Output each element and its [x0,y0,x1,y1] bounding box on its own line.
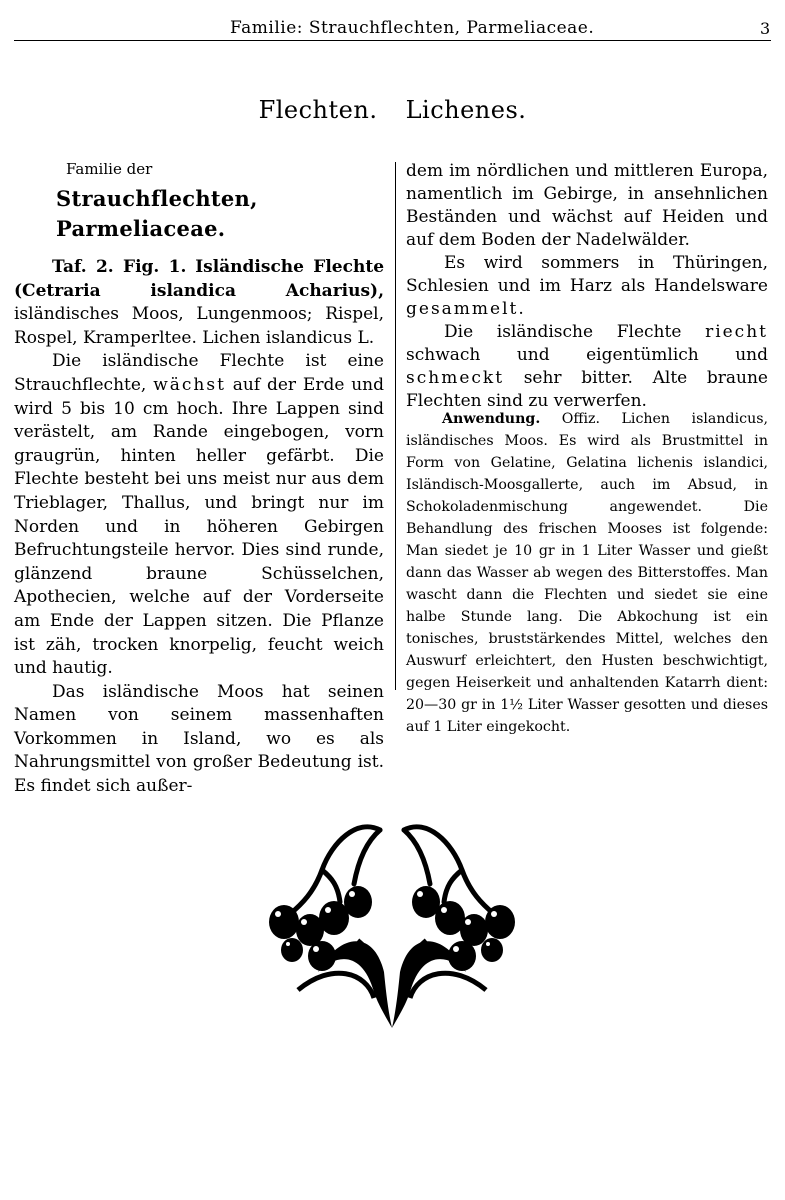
desc-text-b: auf der Erde und wird 5 bis 10 cm [14,374,385,419]
section-title [0,96,785,124]
right-column [406,160,768,413]
distribution-paragraph: dem im nördlichen und mittleren Europa, namentlich im Gebirge, in ansehnlichen Beständen und wächst auf Heiden und auf dem Boden der Nadelwälder. [406,161,768,250]
desc-text-a: Die isländische Flechte ist eine Strauchflechte, [14,351,384,395]
entry-name: Isländische Flechte (Cetraria islandica Acharius), [14,257,385,301]
taste-spaced-word-2: schmeckt [406,368,505,388]
origin-paragraph: Das isländische Moos hat seinen Namen von seinem massenhaften Vorkommen in Island, wo es als Nahrungsmittel von großer Bedeutung ist. Es findet sich außer- [14,681,384,797]
collection-text: Es wird sommers in Thüringen, Schlesien und im Harz als Handelsware [406,253,768,296]
usage-text: Offiz. Lichen islandicus, isländisches Moos. Es wird als Brustmittel in Form von Gelatine, Gelatina lichenis islandici, Isländisch-Moosgallerte, auch im Absud, in Schokoladenmischung angewendet. Die Behandlung des frischen Mooses ist folgende: Man siedet je 10 gr in 1 Liter Wasser und gießt dann das Wasser ab wegen des Bitterstoffes. Man wascht dann die Flechten und siedet sie eine halbe Stunde lang. Die Abkochung ist ein tonisches, bruststärkendes Mittel, welches den Auswurf erleichtert, den Husten beschwichtigt, gegen Heiserkeit und anhaltenden Katarrh dient: 20—30 gr in 1½ Liter Wasser gesotten und dieses auf 1 Liter eingekocht. [406,411,768,735]
entry-ref: Taf. 2. Fig. 1. [52,257,187,277]
family-name: Strauchflechten, Parmeliaceae. [56,186,258,241]
family-label: Familie der [66,160,153,178]
berry-vignette-icon [262,822,522,1032]
collection-spaced-word: gesammelt. [406,299,526,319]
usage-label: Anwendung. [442,411,541,427]
left-column [14,158,384,799]
entry-paragraph [14,256,384,350]
collection-paragraph [406,252,768,321]
section-title-latin: Lichenes. [405,96,527,124]
taste-paragraph [406,321,768,413]
taste-text-a: Die isländische Flechte [444,322,682,342]
page-number: 3 [760,19,771,38]
section-title-german: Flechten. [258,96,378,124]
taste-text-c: sehr bitter. Alte braune Flechten sind zu verwerfen. [406,368,768,411]
running-head: Familie: Strauchflechten, Parmeliaceae. [230,18,595,38]
taste-spaced-word-1: riecht [705,322,768,342]
usage-paragraph [406,408,768,738]
column-divider [395,162,396,690]
taste-text-b: schwach und eigentümlich und [406,345,768,365]
desc-spaced-word: wächst [153,374,226,395]
entry-synonyms: isländisches Moos, Lungenmoos; Rispel, Rospel, Kramperltee. Lichen islandicus L. [14,304,384,348]
description-paragraph [14,350,384,680]
desc-text-c: hoch. Ihre Lappen sind verästelt, am Rande eingebogen, vorn graugrün, hinten heller gefärbt. Die Flechte besteht bei uns meist nur aus dem Trieblager, Thallus, und bringt nur im Norden und in höheren Gebirgen Befruchtungsteile hervor. Dies sind runde, glänzend braune Schüsselchen, Apothecien, welche auf der Vorderseite am Ende der Lappen sitzen. Die Pflanze ist zäh, trocken knorpelig, feucht weich und hautig. [14,398,385,679]
header-rule [14,40,771,41]
